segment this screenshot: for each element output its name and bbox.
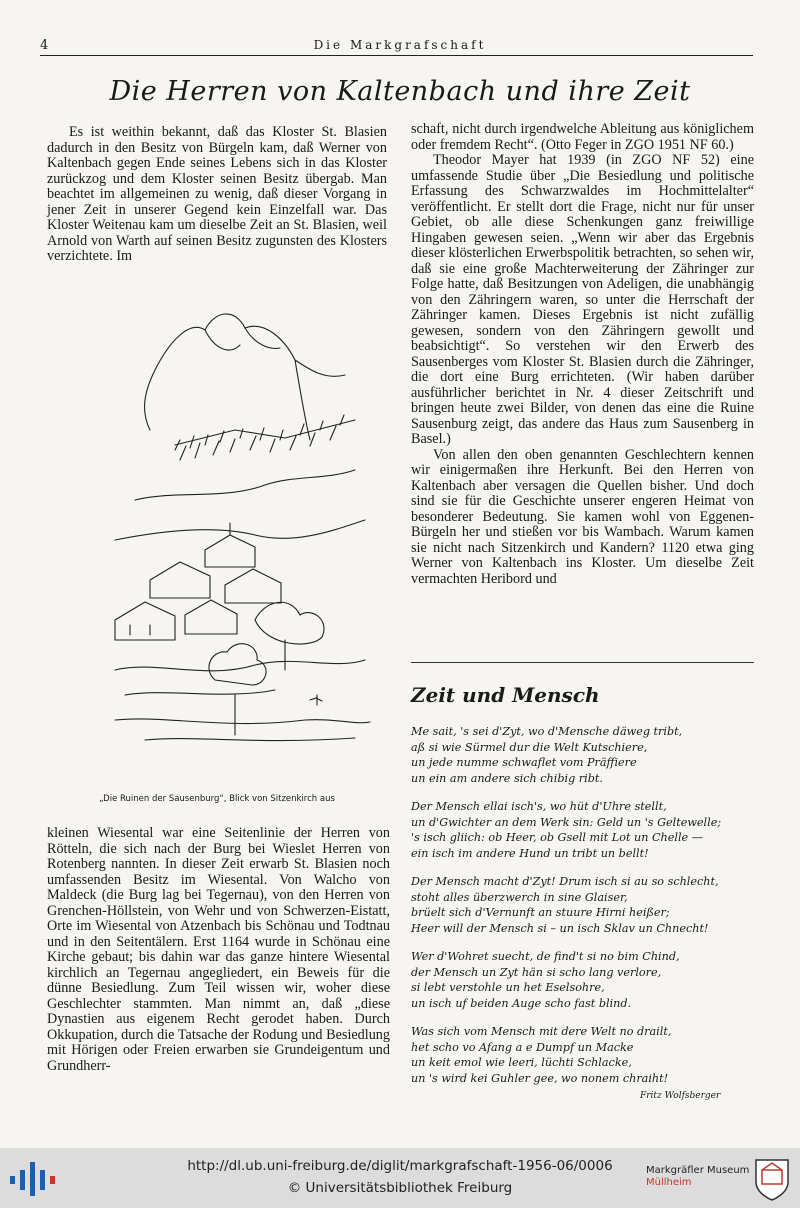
poem-line: Der Mensch macht d'Zyt! Drum isch si au so schlecht,: [411, 875, 719, 888]
poem-line: Wer d'Wohret suecht, de find't si no bim Chind,: [411, 950, 680, 963]
poem-line: Was sich vom Mensch mit dere Welt no drailt,: [411, 1025, 672, 1038]
poem-line: aß si wie Sürmel dur die Welt Kutschiere,: [411, 740, 648, 754]
poem-line: un 's wird kei Guhler gee, wo nonem chraiht!: [411, 1071, 669, 1085]
journal-title: Die Markgrafschaft: [313, 38, 487, 52]
poem-line: 's isch gliich: ob Heer, ob Gsell mit Lot un Chelle —: [411, 831, 703, 844]
paragraph: schaft, nicht durch irgendwelche Ableitung aus königlichem oder fremdem Recht“. (Otto Feger in ZGO 1951 NF 60.): [411, 121, 754, 153]
poem: [411, 724, 756, 1099]
museum-city: Müllheim: [646, 1177, 692, 1188]
poem-line: stoht alles überzwerch in sine Glaiser,: [411, 890, 628, 904]
poem-line: Heer will der Mensch si – un isch Sklav un Chnecht!: [411, 921, 709, 935]
museum-name: Markgräfler Museum: [646, 1165, 750, 1176]
paragraph: Von allen den oben genannten Geschlechtern kennen wir einigermaßen ihre Herkunft. Bei den Herren von Kaltenbach aber versagen die Quellen bisher. Und doch sind sie für die Geschichte unserer engeren Heimat von besonderer Bedeutung. Sie kamen wohl von Eggenen-Bürgeln her und stießen vor bis Wambach. Warum kamen sie nicht nach Sitzenkirch und Kandern? 1120 etwa ging Werner von Kaltenbach ins Kloster. Um dieselbe Zeit vermachten Heribord und: [411, 446, 754, 587]
paragraph: Es ist weithin bekannt, daß das Kloster St. Blasien dadurch in den Besitz von Bürgeln kam, daß Werner von Kaltenbach gegen Ende seines Lebens sich in das Kloster zurückzog und dem Kloster seinen Besitz übergab. Man beachtet im allgemeinen zu wenig, daß dieser Vorgang in jener Zeit in unserer Gegend kein Einzelfall war. Das Kloster Weitenau kam um dieselbe Zeit an St. Blasien, weil Arnold von Warth auf seinen Besitz zugunsten des Klosters verzichtete. Im: [47, 124, 387, 264]
poem-line: ein isch im andere Hund un tribt un bellt!: [411, 846, 649, 860]
poem-line: het scho vo Afang a e Dumpf un Macke: [411, 1040, 634, 1054]
poem-author: Fritz Wolfsberger: [640, 1091, 721, 1101]
article-title: Die Herren von Kaltenbach und ihre Zeit: [109, 76, 691, 107]
column-left-top: [47, 125, 387, 265]
museum-label[interactable]: [646, 1165, 749, 1189]
poem-line: Der Mensch ellai isch's, wo hüt d'Uhre stellt,: [411, 800, 667, 813]
poem-line: si lebt verstohle un het Eselsohre,: [411, 981, 605, 994]
header-rule: [40, 55, 753, 56]
poem-line: brüelt sich d'Vernunft an stuure Hirni heißer;: [411, 906, 670, 919]
poem-line: un keit emol wie leeri, lüchti Schlacke,: [411, 1056, 632, 1069]
sausenburg-sketch-image: [55, 300, 375, 780]
paragraph: Theodor Mayer hat 1939 (in ZGO NF 52) eine umfassende Studie über „Die Besiedlung und politische Erfassung des Schwarzwaldes im Hochmittelalter“ veröffentlicht. Er stellt dort die Frage, nicht nur für unser Gebiet, ob alle diese Schenkungen ganz freiwillige Hingaben gewesen seien. „Wenn wir aber das Ergebnis dieser klösterlichen Erwerbspolitik betrachten, so sehen wir, daß sie eine große Machterweiterung der Zähringer zur Folge hatte, daß Besitzungen von Adeligen, die unabhängig von den Zähringern waren, so unter die Herrschaft der Zähringer kamen. Dieses Ergebnis ist nicht zufällig gewesen, sondern von den Zähringern gewollt und beabsichtigt“. So verstehen wir den Erwerb des Sausenberges vom Kloster St. Blasien durch die Zähringer, die dort eine Burg errichteten. (Wir haben darüber ausführlicher berichtet in Nr. 4 dieser Zeitschrift und bringen heute zwei Bilder, von denen das eine die Ruine Sausenburg zeigt, das andere das Haus zum Sausenberg in Basel.): [411, 152, 754, 447]
poem-stanza: [411, 874, 756, 936]
page-number: 4: [40, 38, 49, 53]
column-right: [411, 122, 754, 587]
museum-crest-icon[interactable]: [752, 1156, 792, 1202]
poem-line: un isch uf beiden Auge scho fast blind.: [411, 996, 632, 1010]
poem-stanza: [411, 724, 756, 786]
poem-stanza: [411, 949, 756, 1011]
figure-caption: „Die Ruinen der Sausenburg“, Blick von Sitzenkirch aus: [99, 794, 335, 804]
poem-stanza: [411, 799, 756, 861]
document-url-link[interactable]: http://dl.ub.uni-freiburg.de/diglit/markgrafschaft-1956-06/0006: [187, 1158, 613, 1174]
poem-line: un jede numme schwaflet vom Präffiere: [411, 756, 637, 769]
poem-line: un d'Gwichter an dem Werk sin: Geld un 's Geltewelle;: [411, 815, 722, 829]
paragraph: kleinen Wiesental war eine Seitenlinie der Herren von Rötteln, die sich nach der Burg bei Wieslet Herren von Rotenberg nannten. In dieser Zeit erwarb St. Blasien noch umfassenden Besitz im Wiesental. Von Walcho von Maldeck (die Burg lag bei Tegernau), von den Herren von Grenchen-Höllstein, von Wehr und von Schwerzen-Eistatt, Orte im Wiesental von Atzenbach bis Schönau und Todtnau und in den Seitentälern. Erst 1164 wurde in Schönau eine Kirche gebaut; bis dahin war das ganze hintere Wiesental kirchlich an Tegernau angegliedert, ein Beweis für die dünne Besiedlung. Zum Teil wissen wir, woher diese Geschlechter stammten. Man nimmt an, daß „diese Dynastien aus eigenem Recht gerodet haben. Durch Okkupation, durch die Tatsache der Rodung und Besiedlung mit Hörigen oder Freien erwarben sie Grundeigentum und Grundherr-: [47, 825, 390, 1074]
poem-line: der Mensch un Zyt hän si scho lang verlore,: [411, 965, 662, 979]
poem-line: un ein am andere sich chibig ribt.: [411, 771, 603, 785]
poem-stanza: [411, 1024, 756, 1086]
copyright-text: © Universitätsbibliothek Freiburg: [287, 1180, 513, 1196]
column-left-bottom: [47, 826, 390, 1074]
poem-title: Zeit und Mensch: [411, 683, 600, 707]
viewer-footer: [0, 1148, 800, 1208]
poem-line: Me sait, 's sei d'Zyt, wo d'Mensche däweg tribt,: [411, 725, 683, 738]
section-divider: [411, 662, 754, 663]
